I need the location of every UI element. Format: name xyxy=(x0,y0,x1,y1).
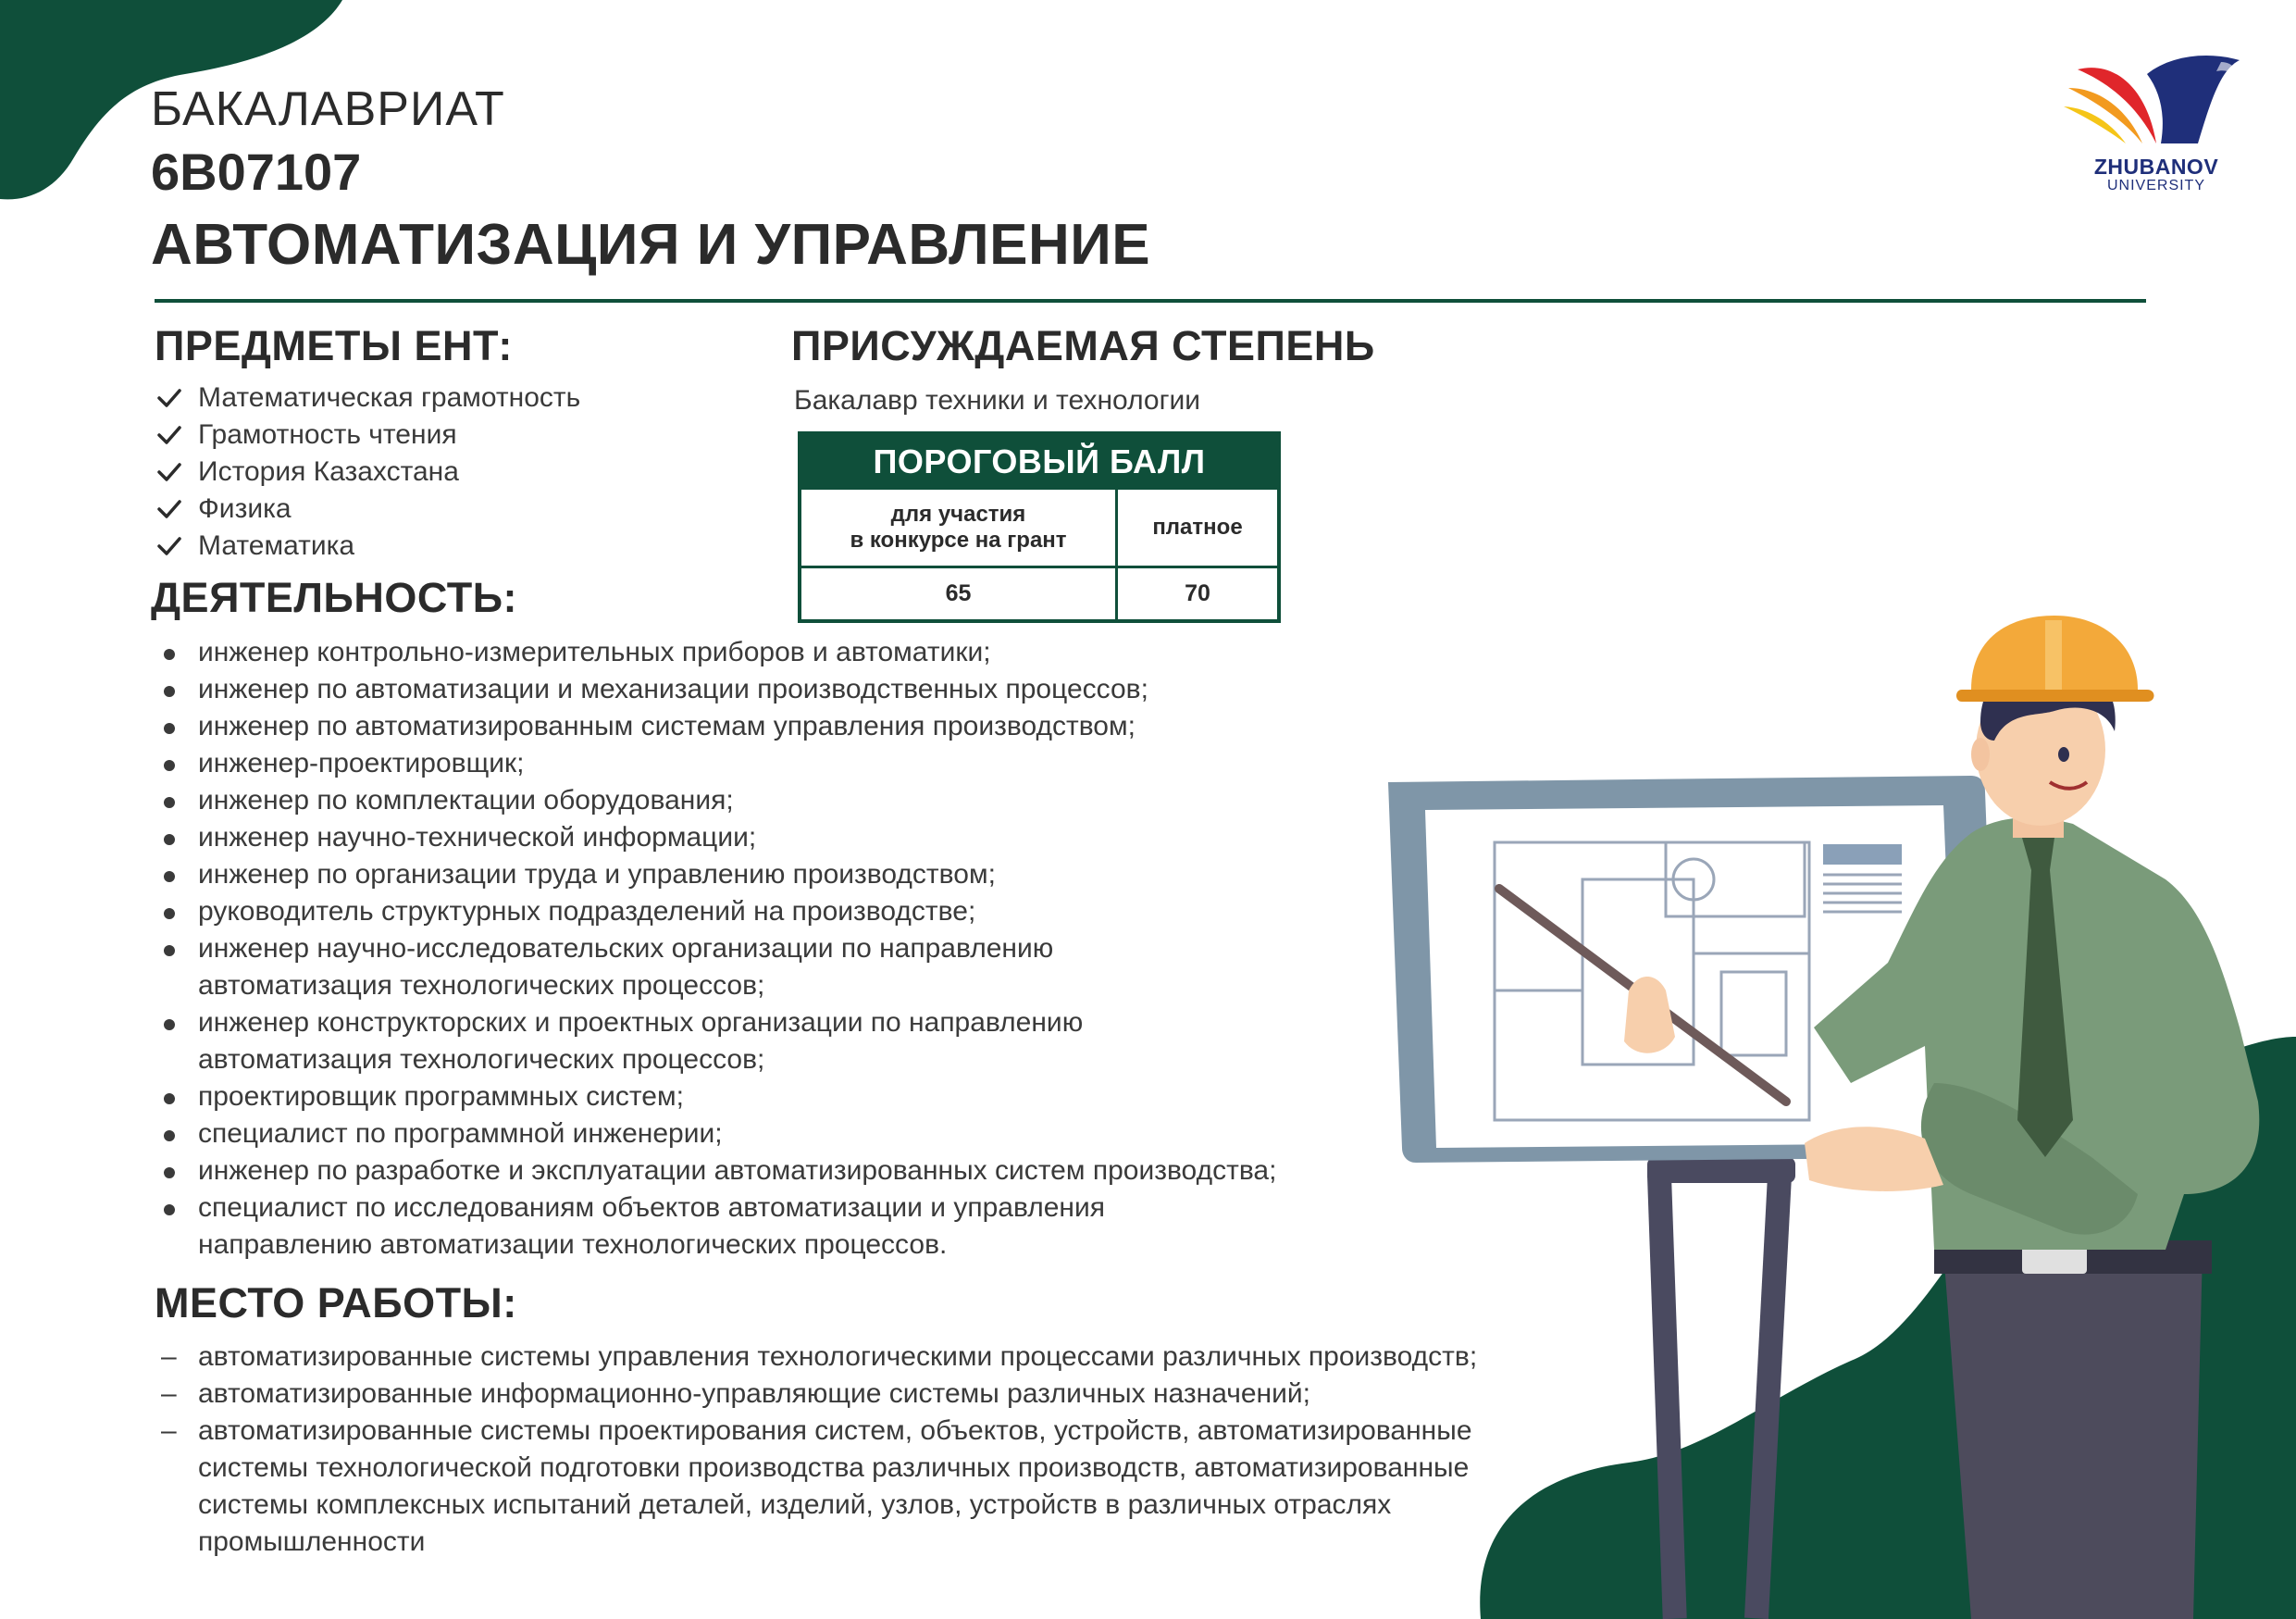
subject-label: Грамотность чтения xyxy=(198,419,457,450)
program-title: АВТОМАТИЗАЦИЯ И УПРАВЛЕНИЕ xyxy=(151,213,1151,277)
threshold-label-row xyxy=(801,487,1277,566)
activity-item: инженер контрольно-измерительных приборов и автоматики; xyxy=(161,634,1457,671)
activity-item: инженер по автоматизации и механизации производственных процессов; xyxy=(161,671,1457,708)
paid-label-cell: платное xyxy=(1152,515,1243,540)
activity-title: ДЕЯТЕЛЬНОСТЬ: xyxy=(151,574,518,621)
grant-label-cell xyxy=(801,490,1118,566)
paid-value-cell: 70 xyxy=(1185,580,1210,606)
logo-subtitle: UNIVERSITY xyxy=(2106,178,2205,193)
activity-list xyxy=(161,634,1457,1264)
grant-label-line-1: для участия xyxy=(890,502,1026,527)
activity-item: инженер конструкторских и проектных организации по направлению автоматизация технологических процессов; xyxy=(161,1004,1216,1078)
degree-level: БАКАЛАВРИАТ xyxy=(151,82,505,136)
threshold-value-row xyxy=(801,566,1277,619)
activity-item: специалист по программной инженерии; xyxy=(161,1115,1457,1152)
activity-item: инженер по организации труда и управлению производством; xyxy=(161,856,1457,893)
subject-label: Математическая грамотность xyxy=(198,382,581,413)
program-code: 6B07107 xyxy=(151,143,362,201)
subjects-list xyxy=(157,380,580,565)
subject-item xyxy=(157,491,580,528)
activity-item: инженер по автоматизированным системам управления производством; xyxy=(161,708,1457,745)
activity-item: инженер научно-исследовательских организации по направлению автоматизация технологических процессов; xyxy=(161,930,1198,1004)
check-icon xyxy=(157,536,181,556)
check-icon xyxy=(157,425,181,445)
logo-name: ZHUBANOV xyxy=(2093,155,2219,179)
subject-label: Математика xyxy=(198,530,355,561)
header-divider xyxy=(155,299,2146,303)
university-logo xyxy=(2059,51,2253,199)
logo-mark-icon xyxy=(2059,51,2253,153)
workplace-item: – автоматизированные системы управления технологическими процессами различных производств; xyxy=(161,1339,1521,1376)
activity-item: инженер по разработке и эксплуатации автоматизированных систем производства; xyxy=(161,1152,1457,1189)
grant-value-cell: 65 xyxy=(801,568,1118,619)
grant-label-line-2: в конкурсе на грант xyxy=(850,528,1067,553)
subject-label: История Казахстана xyxy=(198,456,459,487)
activity-item: инженер научно-технической информации; xyxy=(161,819,1457,856)
threshold-table xyxy=(798,431,1281,623)
workplace-list xyxy=(161,1339,1512,1561)
subject-item xyxy=(157,528,580,565)
subjects-title: ПРЕДМЕТЫ ЕНТ: xyxy=(155,322,513,369)
check-icon xyxy=(157,499,181,519)
workplace-title: МЕСТО РАБОТЫ: xyxy=(155,1279,517,1326)
activity-item: инженер по комплектации оборудования; xyxy=(161,782,1457,819)
subject-item xyxy=(157,380,580,417)
activity-item: проектировщик программных систем; xyxy=(161,1078,1457,1115)
activity-item: инженер-проектировщик; xyxy=(161,745,1457,782)
check-icon xyxy=(157,462,181,482)
workplace-item: – автоматизированные системы проектирования систем, объектов, устройств, автоматизированные системы технологической подготовки производства различных производств, автоматизированные системы комплексных испытаний деталей, изделий, узлов, устройств в различных отраслях промышленности xyxy=(161,1413,1521,1561)
activity-item: специалист по исследованиям объектов автоматизации и управления направлению автоматизации технологических процессов. xyxy=(161,1189,1253,1264)
workplace-item: – автоматизированные информационно-управляющие системы различных назначений; xyxy=(161,1376,1512,1413)
check-icon xyxy=(157,388,181,408)
degree-title: ПРИСУЖДАЕМАЯ СТЕПЕНЬ xyxy=(791,322,1375,369)
degree-value: Бакалавр техники и технологии xyxy=(794,385,1201,416)
subject-item xyxy=(157,454,580,491)
subject-item xyxy=(157,417,580,454)
subject-label: Физика xyxy=(198,493,292,524)
threshold-title: ПОРОГОВЫЙ БАЛЛ xyxy=(801,435,1277,487)
activity-item: руководитель структурных подразделений на производстве; xyxy=(161,893,1457,930)
